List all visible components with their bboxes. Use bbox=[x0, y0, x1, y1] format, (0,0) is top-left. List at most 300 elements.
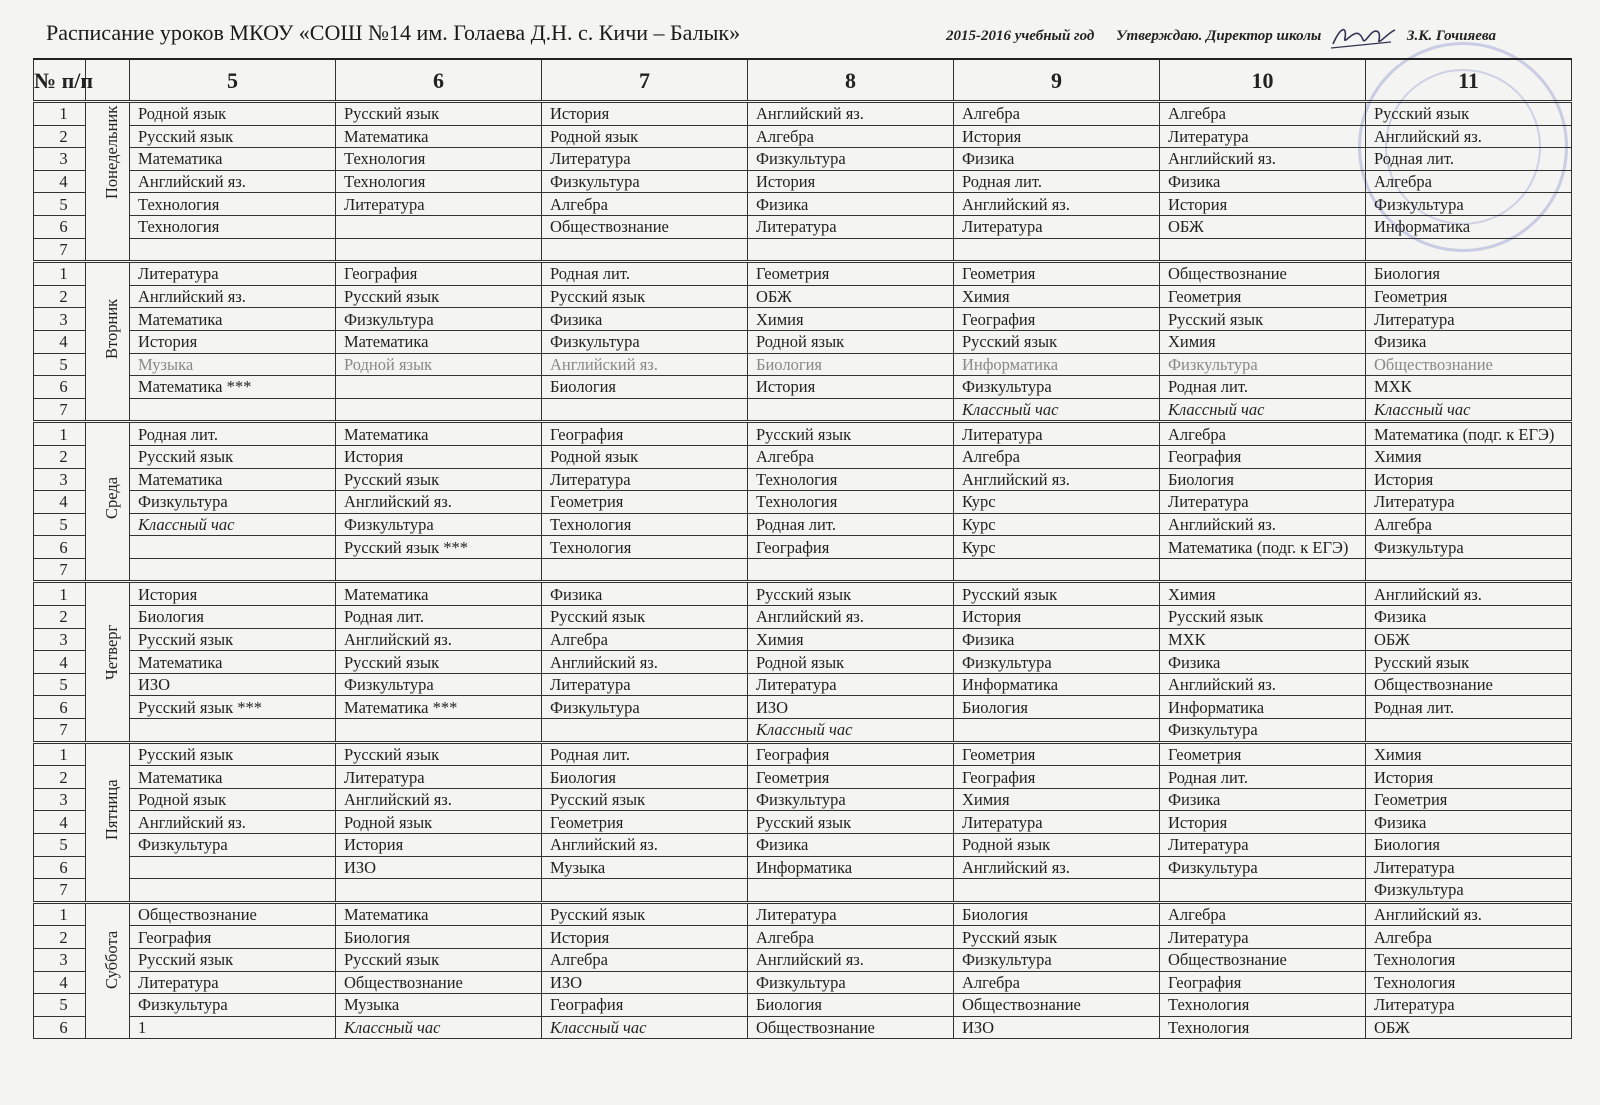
lesson-cell: Литература bbox=[954, 215, 1160, 238]
lesson-cell: Химия bbox=[1160, 330, 1366, 353]
lesson-cell bbox=[542, 558, 748, 582]
lesson-cell: Технология bbox=[748, 491, 954, 514]
lesson-cell: Английский яз. bbox=[748, 948, 954, 971]
lesson-cell: Физкультура bbox=[336, 513, 542, 536]
table-row bbox=[34, 696, 1572, 719]
lesson-cell: История bbox=[542, 102, 748, 126]
lesson-cell: Классный час bbox=[542, 1016, 748, 1039]
lesson-cell: Родной язык bbox=[130, 102, 336, 126]
lesson-cell: Русский язык bbox=[1366, 651, 1572, 674]
lesson-number: 4 bbox=[34, 971, 86, 994]
lesson-cell: Классный час bbox=[748, 719, 954, 743]
lesson-cell: Литература bbox=[1366, 856, 1572, 879]
lesson-cell bbox=[130, 398, 336, 422]
lesson-cell: История bbox=[1366, 468, 1572, 491]
lesson-cell: Русский язык bbox=[1160, 308, 1366, 331]
lesson-cell: Физкультура bbox=[1366, 193, 1572, 216]
lesson-cell: Литература bbox=[1160, 491, 1366, 514]
table-row bbox=[34, 308, 1572, 331]
school-year: 2015-2016 учебный год bbox=[946, 28, 1095, 45]
num-header: № п/п bbox=[34, 59, 86, 102]
lesson-cell: Обществознание bbox=[336, 971, 542, 994]
lesson-cell: Русский язык *** bbox=[130, 696, 336, 719]
lesson-cell: Русский язык bbox=[954, 582, 1160, 606]
lesson-cell: Информатика bbox=[1366, 215, 1572, 238]
table-row bbox=[34, 673, 1572, 696]
lesson-cell: Физкультура bbox=[748, 788, 954, 811]
table-row bbox=[34, 879, 1572, 903]
lesson-cell: Английский яз. bbox=[542, 651, 748, 674]
lesson-cell: Литература bbox=[542, 468, 748, 491]
lesson-number: 6 bbox=[34, 856, 86, 879]
lesson-cell: Информатика bbox=[954, 353, 1160, 376]
lesson-cell bbox=[130, 238, 336, 262]
lesson-cell: ОБЖ bbox=[1366, 628, 1572, 651]
table-row bbox=[34, 491, 1572, 514]
lesson-number: 6 bbox=[34, 696, 86, 719]
lesson-cell: Родная лит. bbox=[336, 606, 542, 629]
lesson-cell bbox=[130, 558, 336, 582]
day-label bbox=[86, 582, 130, 742]
lesson-cell: История bbox=[542, 926, 748, 949]
lesson-cell: Физкультура bbox=[336, 308, 542, 331]
lesson-number: 6 bbox=[34, 1016, 86, 1039]
approve-text: Утверждаю. Директор школы bbox=[1116, 28, 1322, 45]
page-title: Расписание уроков МКОУ «СОШ №14 им. Голаева Д.Н. с. Кичи – Балык» bbox=[46, 20, 741, 45]
lesson-cell: География bbox=[748, 742, 954, 766]
lesson-cell: Математика bbox=[130, 651, 336, 674]
lesson-cell: Русский язык bbox=[748, 422, 954, 446]
lesson-cell: ИЗО bbox=[748, 696, 954, 719]
lesson-cell: Русский язык bbox=[336, 285, 542, 308]
lesson-cell: ОБЖ bbox=[1366, 1016, 1572, 1039]
lesson-number: 3 bbox=[34, 948, 86, 971]
day-name: Четверг bbox=[102, 624, 121, 680]
lesson-cell: Английский яз. bbox=[1366, 582, 1572, 606]
lesson-cell: Русский язык bbox=[748, 811, 954, 834]
lesson-cell: Алгебра bbox=[954, 102, 1160, 126]
lesson-cell: Литература bbox=[1366, 491, 1572, 514]
table-row bbox=[34, 238, 1572, 262]
lesson-cell: Технология bbox=[130, 215, 336, 238]
lesson-cell: Русский язык *** bbox=[336, 536, 542, 559]
lesson-cell: Алгебра bbox=[1366, 513, 1572, 536]
lesson-cell: Геометрия bbox=[1366, 285, 1572, 308]
table-row bbox=[34, 902, 1572, 926]
lesson-cell: Биология bbox=[1366, 834, 1572, 857]
lesson-cell: Физкультура bbox=[1160, 353, 1366, 376]
lesson-cell: ОБЖ bbox=[748, 285, 954, 308]
lesson-number: 1 bbox=[34, 582, 86, 606]
lesson-cell: Обществознание bbox=[130, 902, 336, 926]
lesson-cell bbox=[1366, 719, 1572, 743]
table-row bbox=[34, 376, 1572, 399]
lesson-cell: Русский язык bbox=[542, 902, 748, 926]
lesson-cell: Геометрия bbox=[954, 262, 1160, 286]
lesson-cell: Литература bbox=[130, 262, 336, 286]
lesson-cell: Классный час bbox=[1366, 398, 1572, 422]
lesson-cell: Геометрия bbox=[1366, 788, 1572, 811]
lesson-cell: Английский яз. bbox=[1160, 148, 1366, 171]
table-row bbox=[34, 558, 1572, 582]
lesson-cell: Русский язык bbox=[130, 125, 336, 148]
lesson-cell: Геометрия bbox=[542, 811, 748, 834]
lesson-cell: Физика bbox=[1160, 788, 1366, 811]
lesson-cell: Русский язык bbox=[336, 651, 542, 674]
lesson-cell: Физкультура bbox=[130, 834, 336, 857]
lesson-number: 4 bbox=[34, 330, 86, 353]
day-label bbox=[86, 902, 130, 1039]
lesson-number: 1 bbox=[34, 102, 86, 126]
table-row bbox=[34, 262, 1572, 286]
lesson-cell: Английский яз. bbox=[130, 811, 336, 834]
lesson-cell: Обществознание bbox=[1160, 948, 1366, 971]
lesson-cell: География bbox=[336, 262, 542, 286]
lesson-cell: Русский язык bbox=[1366, 102, 1572, 126]
lesson-cell: Родная лит. bbox=[1160, 766, 1366, 789]
lesson-cell: ИЗО bbox=[954, 1016, 1160, 1039]
lesson-cell: Технология bbox=[336, 148, 542, 171]
lesson-cell bbox=[130, 536, 336, 559]
lesson-cell: Биология bbox=[336, 926, 542, 949]
lesson-cell: Родная лит. bbox=[1160, 376, 1366, 399]
lesson-cell: История bbox=[954, 606, 1160, 629]
lesson-cell: История bbox=[336, 834, 542, 857]
lesson-number: 5 bbox=[34, 513, 86, 536]
table-row bbox=[34, 651, 1572, 674]
lesson-cell: Информатика bbox=[748, 856, 954, 879]
lesson-cell: Родная лит. bbox=[542, 262, 748, 286]
lesson-cell: Технология bbox=[748, 468, 954, 491]
lesson-cell bbox=[542, 398, 748, 422]
lesson-cell: Русский язык bbox=[130, 445, 336, 468]
lesson-cell: Русский язык bbox=[336, 742, 542, 766]
lesson-number: 3 bbox=[34, 788, 86, 811]
lesson-cell: Обществознание bbox=[542, 215, 748, 238]
lesson-cell: Химия bbox=[1366, 742, 1572, 766]
lesson-cell bbox=[1160, 558, 1366, 582]
table-row bbox=[34, 719, 1572, 743]
lesson-cell: Химия bbox=[748, 308, 954, 331]
lesson-cell: Английский яз. bbox=[954, 856, 1160, 879]
lesson-cell: Родной язык bbox=[336, 353, 542, 376]
class-header: 6 bbox=[336, 59, 542, 102]
lesson-number: 7 bbox=[34, 558, 86, 582]
lesson-cell: Алгебра bbox=[542, 628, 748, 651]
lesson-cell: Родная лит. bbox=[954, 170, 1160, 193]
day-name: Суббота bbox=[102, 930, 121, 989]
lesson-cell: География bbox=[542, 994, 748, 1017]
table-row bbox=[34, 994, 1572, 1017]
lesson-cell: Алгебра bbox=[748, 926, 954, 949]
table-row bbox=[34, 971, 1572, 994]
lesson-cell: Математика bbox=[130, 468, 336, 491]
day-name: Пятница bbox=[102, 779, 121, 840]
lesson-cell: Алгебра bbox=[1160, 422, 1366, 446]
lesson-cell: Русский язык bbox=[542, 606, 748, 629]
lesson-number: 5 bbox=[34, 994, 86, 1017]
lesson-cell: Информатика bbox=[1160, 696, 1366, 719]
lesson-cell: Родной язык bbox=[542, 445, 748, 468]
table-row bbox=[34, 628, 1572, 651]
lesson-cell: Литература bbox=[748, 215, 954, 238]
lesson-cell: Математика (подг. к ЕГЭ) bbox=[1160, 536, 1366, 559]
lesson-cell: Химия bbox=[748, 628, 954, 651]
lesson-cell: Родная лит. bbox=[542, 742, 748, 766]
lesson-number: 7 bbox=[34, 398, 86, 422]
lesson-cell bbox=[1160, 238, 1366, 262]
lesson-cell: Родной язык bbox=[130, 788, 336, 811]
lesson-cell: Русский язык bbox=[336, 102, 542, 126]
lesson-number: 2 bbox=[34, 125, 86, 148]
table-row bbox=[34, 353, 1572, 376]
lesson-cell bbox=[748, 879, 954, 903]
lesson-cell: Русский язык bbox=[130, 948, 336, 971]
lesson-cell: ОБЖ bbox=[1160, 215, 1366, 238]
lesson-cell: Алгебра bbox=[1160, 902, 1366, 926]
table-row bbox=[34, 582, 1572, 606]
lesson-cell: Геометрия bbox=[1160, 742, 1366, 766]
lesson-cell: Биология bbox=[1160, 468, 1366, 491]
table-row bbox=[34, 513, 1572, 536]
lesson-cell: Родная лит. bbox=[748, 513, 954, 536]
lesson-number: 4 bbox=[34, 651, 86, 674]
lesson-cell: Математика bbox=[336, 902, 542, 926]
lesson-cell bbox=[1366, 238, 1572, 262]
class-header: 11 bbox=[1366, 59, 1572, 102]
lesson-cell: ИЗО bbox=[336, 856, 542, 879]
lesson-cell: История bbox=[130, 330, 336, 353]
lesson-number: 6 bbox=[34, 215, 86, 238]
lesson-cell: Технология bbox=[1160, 994, 1366, 1017]
day-label bbox=[86, 742, 130, 902]
lesson-cell: Русский язык bbox=[1160, 606, 1366, 629]
signature-icon bbox=[1329, 24, 1399, 50]
lesson-cell: Классный час bbox=[336, 1016, 542, 1039]
lesson-cell bbox=[130, 879, 336, 903]
lesson-cell bbox=[336, 879, 542, 903]
lesson-cell: Физкультура bbox=[1366, 536, 1572, 559]
table-row bbox=[34, 330, 1572, 353]
lesson-cell: Математика bbox=[336, 125, 542, 148]
lesson-cell: Физкультура bbox=[954, 651, 1160, 674]
lesson-cell: Биология bbox=[748, 994, 954, 1017]
lesson-cell: Английский яз. bbox=[336, 788, 542, 811]
lesson-cell: Обществознание bbox=[1366, 353, 1572, 376]
table-row bbox=[34, 948, 1572, 971]
lesson-cell: Физкультура bbox=[954, 948, 1160, 971]
lesson-cell: Химия bbox=[954, 788, 1160, 811]
class-header: 10 bbox=[1160, 59, 1366, 102]
lesson-cell: Английский яз. bbox=[336, 628, 542, 651]
lesson-cell: Родной язык bbox=[748, 330, 954, 353]
lesson-number: 6 bbox=[34, 536, 86, 559]
lesson-cell: Физкультура bbox=[1366, 879, 1572, 903]
lesson-cell: История bbox=[130, 582, 336, 606]
lesson-cell: Биология bbox=[130, 606, 336, 629]
lesson-cell: Математика (подг. к ЕГЭ) bbox=[1366, 422, 1572, 446]
class-header: 9 bbox=[954, 59, 1160, 102]
lesson-cell: Технология bbox=[1160, 1016, 1366, 1039]
lesson-number: 1 bbox=[34, 742, 86, 766]
table-row bbox=[34, 766, 1572, 789]
lesson-cell: Музыка bbox=[130, 353, 336, 376]
lesson-cell: Классный час bbox=[1160, 398, 1366, 422]
lesson-cell: География bbox=[130, 926, 336, 949]
lesson-cell: Родной язык bbox=[542, 125, 748, 148]
lesson-cell: Английский яз. bbox=[130, 285, 336, 308]
lesson-cell bbox=[336, 558, 542, 582]
lesson-cell: Английский яз. bbox=[542, 834, 748, 857]
lesson-cell: География bbox=[748, 536, 954, 559]
table-row bbox=[34, 834, 1572, 857]
lesson-cell: Геометрия bbox=[1160, 285, 1366, 308]
lesson-number: 2 bbox=[34, 766, 86, 789]
lesson-cell bbox=[748, 558, 954, 582]
lesson-cell bbox=[748, 398, 954, 422]
lesson-cell: История bbox=[1366, 766, 1572, 789]
lesson-cell bbox=[130, 856, 336, 879]
lesson-cell: Английский яз. bbox=[336, 491, 542, 514]
table-row bbox=[34, 398, 1572, 422]
lesson-cell: История bbox=[748, 376, 954, 399]
lesson-cell: Обществознание bbox=[748, 1016, 954, 1039]
lesson-cell: Литература bbox=[954, 422, 1160, 446]
lesson-cell: МХК bbox=[1366, 376, 1572, 399]
page-header bbox=[46, 16, 1560, 56]
lesson-cell: География bbox=[1160, 445, 1366, 468]
lesson-cell: Математика bbox=[336, 422, 542, 446]
lesson-cell: Литература bbox=[748, 902, 954, 926]
lesson-cell: Биология bbox=[542, 376, 748, 399]
lesson-cell: География bbox=[954, 308, 1160, 331]
table-row bbox=[34, 102, 1572, 126]
lesson-cell: Алгебра bbox=[1160, 102, 1366, 126]
lesson-cell: Физика bbox=[1366, 330, 1572, 353]
lesson-cell: Литература bbox=[542, 673, 748, 696]
lesson-cell: Физика bbox=[954, 628, 1160, 651]
lesson-cell: Литература bbox=[748, 673, 954, 696]
lesson-cell: Геометрия bbox=[954, 742, 1160, 766]
lesson-cell: Физика bbox=[954, 148, 1160, 171]
table-row bbox=[34, 788, 1572, 811]
lesson-cell: Алгебра bbox=[542, 948, 748, 971]
lesson-cell: Физкультура bbox=[748, 971, 954, 994]
lesson-number: 7 bbox=[34, 719, 86, 743]
lesson-cell: Информатика bbox=[954, 673, 1160, 696]
lesson-cell bbox=[336, 398, 542, 422]
lesson-cell: Литература bbox=[954, 811, 1160, 834]
lesson-cell: Физика bbox=[1160, 170, 1366, 193]
lesson-cell: Химия bbox=[954, 285, 1160, 308]
lesson-cell: Курс bbox=[954, 513, 1160, 536]
lesson-cell: Физика bbox=[1160, 651, 1366, 674]
lesson-cell: Обществознание bbox=[954, 994, 1160, 1017]
lesson-cell bbox=[336, 215, 542, 238]
day-label bbox=[86, 262, 130, 422]
lesson-cell: Курс bbox=[954, 491, 1160, 514]
lesson-number: 3 bbox=[34, 628, 86, 651]
lesson-number: 5 bbox=[34, 673, 86, 696]
lesson-number: 5 bbox=[34, 193, 86, 216]
lesson-cell: Литература bbox=[130, 971, 336, 994]
table-row bbox=[34, 742, 1572, 766]
lesson-cell: Физика bbox=[542, 582, 748, 606]
lesson-cell bbox=[336, 719, 542, 743]
lesson-cell bbox=[748, 238, 954, 262]
lesson-cell: Литература bbox=[1160, 834, 1366, 857]
lesson-cell: История bbox=[1160, 811, 1366, 834]
lesson-cell: Геометрия bbox=[748, 766, 954, 789]
lesson-cell bbox=[954, 238, 1160, 262]
table-row bbox=[34, 445, 1572, 468]
lesson-cell: Русский язык bbox=[130, 628, 336, 651]
lesson-cell: Русский язык bbox=[748, 582, 954, 606]
lesson-cell: Родной язык bbox=[336, 811, 542, 834]
lesson-cell: Обществознание bbox=[1366, 673, 1572, 696]
lesson-cell: Литература bbox=[336, 766, 542, 789]
lesson-cell: Родной язык bbox=[748, 651, 954, 674]
lesson-number: 3 bbox=[34, 308, 86, 331]
lesson-cell: Литература bbox=[1160, 926, 1366, 949]
lesson-number: 5 bbox=[34, 834, 86, 857]
lesson-cell: Обществознание bbox=[1160, 262, 1366, 286]
lesson-cell: Русский язык bbox=[336, 468, 542, 491]
lesson-cell: Английский яз. bbox=[954, 468, 1160, 491]
lesson-cell: Физкультура bbox=[748, 148, 954, 171]
lesson-cell bbox=[1160, 879, 1366, 903]
lesson-cell: Технология bbox=[542, 536, 748, 559]
lesson-cell: История bbox=[954, 125, 1160, 148]
lesson-number: 2 bbox=[34, 606, 86, 629]
lesson-number: 5 bbox=[34, 353, 86, 376]
lesson-number: 1 bbox=[34, 422, 86, 446]
lesson-cell: Технология bbox=[1366, 948, 1572, 971]
table-row bbox=[34, 125, 1572, 148]
lesson-number: 7 bbox=[34, 879, 86, 903]
lesson-cell: Курс bbox=[954, 536, 1160, 559]
lesson-cell: Биология bbox=[748, 353, 954, 376]
lesson-cell: Алгебра bbox=[1366, 170, 1572, 193]
lesson-cell bbox=[336, 238, 542, 262]
day-label bbox=[86, 422, 130, 582]
lesson-cell: Биология bbox=[954, 696, 1160, 719]
lesson-cell: Родная лит. bbox=[130, 422, 336, 446]
lesson-cell bbox=[954, 719, 1160, 743]
lesson-cell: Технология bbox=[336, 170, 542, 193]
lesson-number: 1 bbox=[34, 262, 86, 286]
header-row bbox=[34, 59, 1572, 102]
lesson-cell: История bbox=[748, 170, 954, 193]
lesson-cell bbox=[336, 376, 542, 399]
lesson-number: 2 bbox=[34, 285, 86, 308]
lesson-cell: Английский яз. bbox=[130, 170, 336, 193]
lesson-cell: Английский яз. bbox=[1366, 902, 1572, 926]
table-row bbox=[34, 193, 1572, 216]
approval-line bbox=[946, 24, 1514, 50]
lesson-cell: Физкультура bbox=[1160, 719, 1366, 743]
lesson-cell: МХК bbox=[1160, 628, 1366, 651]
lesson-cell: Математика bbox=[130, 766, 336, 789]
lesson-cell: Биология bbox=[1366, 262, 1572, 286]
table-row bbox=[34, 811, 1572, 834]
lesson-cell: Физкультура bbox=[130, 994, 336, 1017]
lesson-cell bbox=[130, 719, 336, 743]
lesson-cell: История bbox=[1160, 193, 1366, 216]
lesson-cell bbox=[954, 879, 1160, 903]
table-row bbox=[34, 856, 1572, 879]
table-row bbox=[34, 1016, 1572, 1039]
